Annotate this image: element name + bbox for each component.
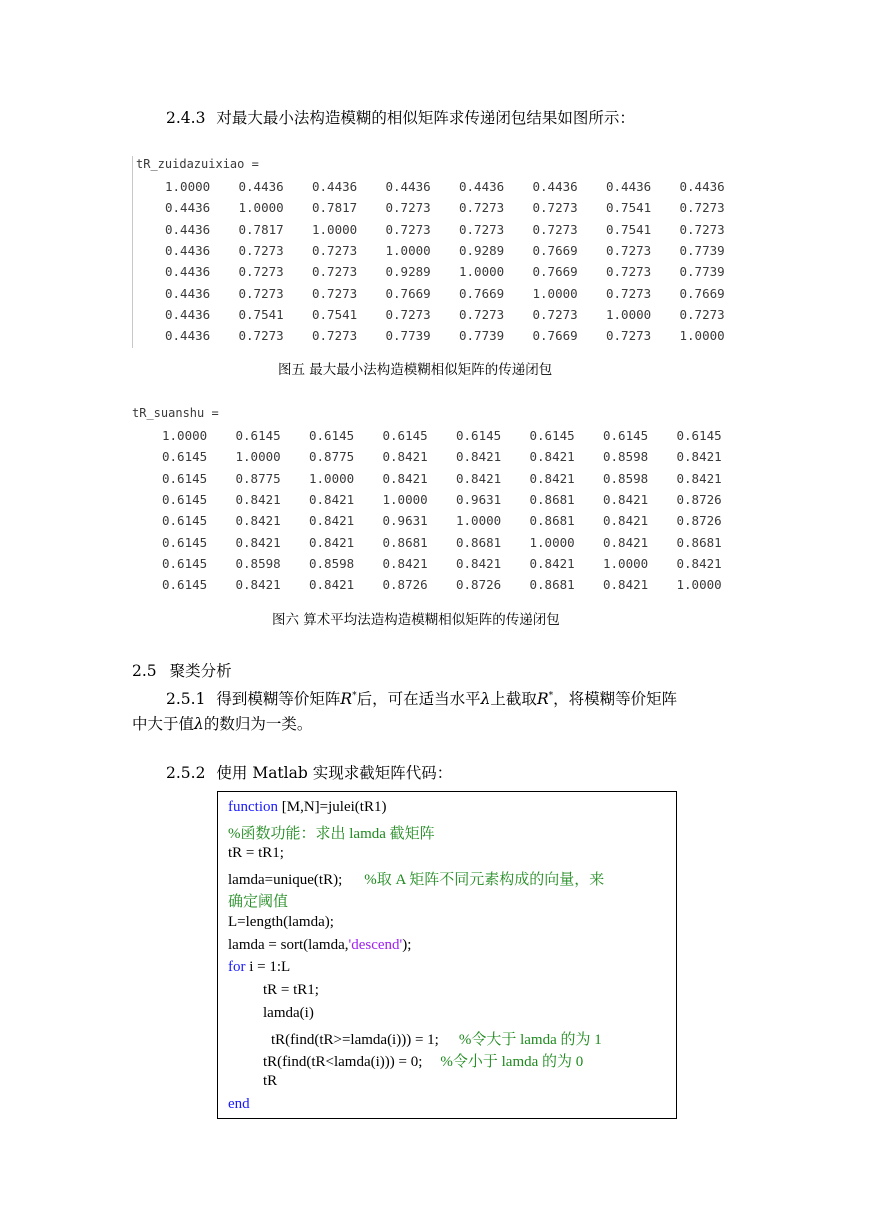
matrix-cell: 0.6145 bbox=[162, 534, 208, 550]
matrix-cell: 0.8421 bbox=[603, 577, 649, 593]
matrix-cell: 0.8726 bbox=[456, 577, 502, 593]
matrix-cell: 0.6145 bbox=[309, 428, 355, 443]
matrix-cell: 0.8421 bbox=[382, 449, 428, 465]
matrix-cell: 0.6145 bbox=[162, 470, 208, 486]
matrix-cell: 0.8421 bbox=[309, 513, 355, 529]
matrix-cell: 0.8421 bbox=[676, 470, 722, 486]
matrix-cell: 0.7669 bbox=[532, 264, 578, 280]
matrix-cell: 0.8421 bbox=[235, 513, 281, 529]
paragraph-text: 后，可在适当水平 bbox=[356, 690, 481, 709]
matrix-cell: 0.8421 bbox=[235, 534, 281, 550]
matrix-cell: 0.7817 bbox=[238, 221, 284, 237]
matrix-cell: 0.9289 bbox=[459, 242, 505, 258]
matrix-cell: 0.7273 bbox=[459, 200, 505, 216]
section-heading-2-5-2 bbox=[166, 761, 452, 783]
matrix-cell: 0.7739 bbox=[459, 328, 505, 344]
matrix-cell: 0.7273 bbox=[312, 328, 358, 344]
matrix-cell: 0.8421 bbox=[603, 491, 649, 507]
matrix-cell: 0.8421 bbox=[676, 449, 722, 465]
matrix-cell: 0.8681 bbox=[456, 534, 502, 550]
matrix-cell: 0.7541 bbox=[606, 221, 652, 237]
code-line-13: tR bbox=[263, 1073, 278, 1089]
code-line-7 bbox=[228, 937, 411, 954]
matrix-cell: 0.7273 bbox=[385, 306, 431, 322]
matrix-cell: 0.7273 bbox=[238, 328, 284, 344]
matrix-variable-name: tR_suanshu = bbox=[132, 406, 219, 420]
section-text: 对最大最小法构造模糊的相似矩阵求传递闭包结果如图所示： bbox=[216, 109, 635, 127]
code-text: tR(find(tR<lamda(i))) = 0; bbox=[263, 1054, 423, 1070]
matrix-cell: 0.4436 bbox=[459, 179, 505, 194]
matrix-cell: 0.7541 bbox=[238, 306, 284, 322]
matrix-cell: 0.6145 bbox=[162, 555, 208, 571]
matrix-cell: 0.8421 bbox=[529, 470, 575, 486]
matrix-cell: 0.6145 bbox=[162, 577, 208, 593]
section-number: 2.5.2 bbox=[166, 764, 206, 782]
matrix-cell: 0.8421 bbox=[382, 555, 428, 571]
matrix-cell: 0.7669 bbox=[532, 242, 578, 258]
matrix-cell: 0.6145 bbox=[603, 428, 649, 443]
matrix-cell: 0.8598 bbox=[603, 449, 649, 465]
matrix-cell: 0.8598 bbox=[235, 555, 281, 571]
code-line-11 bbox=[271, 1028, 602, 1049]
matrix-cell: 1.0000 bbox=[309, 470, 355, 486]
matrix-cell: 1.0000 bbox=[532, 285, 578, 301]
matrix-cell: 1.0000 bbox=[165, 179, 211, 194]
matrix-cell: 0.7273 bbox=[679, 200, 725, 216]
matrix-cell: 1.0000 bbox=[529, 534, 575, 550]
code-text: i = 1:L bbox=[245, 959, 291, 975]
matrix-cell: 0.4436 bbox=[606, 179, 652, 194]
matrix-cell: 0.7273 bbox=[679, 306, 725, 322]
matrix-cell: 0.7273 bbox=[532, 306, 578, 322]
code-line-14: end bbox=[228, 1096, 250, 1112]
code-comment: %取 A 矩阵不同元素构成的向量，来 bbox=[364, 872, 605, 888]
matrix-cell: 0.7739 bbox=[385, 328, 431, 344]
matrix-cell: 0.6145 bbox=[456, 428, 502, 443]
matrix-cell: 0.8681 bbox=[676, 534, 722, 550]
section-heading-2-4-3 bbox=[166, 106, 635, 128]
matrix-cell: 0.4436 bbox=[165, 285, 211, 301]
section-text: 使用 Matlab 实现求截矩阵代码： bbox=[216, 764, 453, 782]
matrix-cell: 0.7273 bbox=[606, 328, 652, 344]
matrix-cell: 0.8726 bbox=[382, 577, 428, 593]
matrix-cell: 0.8726 bbox=[676, 491, 722, 507]
matrix-symbol-r: R bbox=[340, 690, 353, 709]
matrix-cell: 0.8421 bbox=[309, 534, 355, 550]
matrix-cell: 0.8681 bbox=[529, 577, 575, 593]
matrix-cell: 0.6145 bbox=[676, 428, 722, 443]
matrix-cell: 0.6145 bbox=[382, 428, 428, 443]
keyword-function: function bbox=[228, 799, 278, 815]
code-text: tR(find(tR>=lamda(i))) = 1; bbox=[271, 1032, 439, 1048]
matrix-cell: 0.7273 bbox=[606, 285, 652, 301]
code-listing-box bbox=[217, 791, 677, 1119]
matrix-cell: 1.0000 bbox=[235, 449, 281, 465]
matrix-cell: 1.0000 bbox=[162, 428, 208, 443]
matrix-cell: 0.7817 bbox=[312, 200, 358, 216]
matrix-cell: 0.8421 bbox=[456, 449, 502, 465]
matrix-cell: 0.8775 bbox=[235, 470, 281, 486]
section-number: 2.5.1 bbox=[166, 690, 206, 709]
matrix-cell: 0.7739 bbox=[679, 264, 725, 280]
code-line-3: tR = tR1; bbox=[228, 845, 284, 861]
matrix-cell: 1.0000 bbox=[456, 513, 502, 529]
matrix-cell: 0.8421 bbox=[456, 555, 502, 571]
matrix-cell: 0.4436 bbox=[165, 242, 211, 258]
code-text: ); bbox=[402, 937, 412, 953]
matrix-cell: 0.8421 bbox=[603, 534, 649, 550]
matrix-cell: 0.4436 bbox=[385, 179, 431, 194]
matrix-cell: 0.4436 bbox=[679, 179, 725, 194]
matrix-variable-name: tR_zuidazuixiao = bbox=[136, 157, 259, 171]
matrix-cell: 0.7273 bbox=[459, 306, 505, 322]
matrix-cell: 1.0000 bbox=[676, 577, 722, 593]
matrix-cell: 0.7273 bbox=[606, 242, 652, 258]
section-number: 2.5 bbox=[132, 662, 157, 680]
matrix-cell: 0.7273 bbox=[312, 285, 358, 301]
code-line-1 bbox=[228, 799, 386, 816]
matrix-cell: 0.9289 bbox=[385, 264, 431, 280]
matrix-cell: 0.4436 bbox=[165, 200, 211, 216]
matrix-cell: 0.4436 bbox=[165, 221, 211, 237]
matrix-cell: 0.7273 bbox=[532, 221, 578, 237]
matrix-cell: 0.6145 bbox=[162, 491, 208, 507]
matrix-cell: 0.7541 bbox=[606, 200, 652, 216]
matrix-cell: 0.8421 bbox=[456, 470, 502, 486]
matrix-cell: 0.8681 bbox=[382, 534, 428, 550]
matrix-cell: 1.0000 bbox=[603, 555, 649, 571]
superscript-star: * bbox=[352, 691, 357, 701]
matrix-cell: 0.4436 bbox=[165, 264, 211, 280]
matrix-cell: 1.0000 bbox=[312, 221, 358, 237]
matrix-cell: 0.7541 bbox=[312, 306, 358, 322]
figure-caption-5: 图五 最大最小法构造模糊相似矩阵的传递闭包 bbox=[278, 362, 553, 378]
matrix-cell: 0.8726 bbox=[676, 513, 722, 529]
matrix-cell: 0.8421 bbox=[603, 513, 649, 529]
matrix-cell: 0.8775 bbox=[309, 449, 355, 465]
matrix-cell: 1.0000 bbox=[679, 328, 725, 344]
matrix-cell: 0.4436 bbox=[165, 328, 211, 344]
matrix-cell: 0.8681 bbox=[529, 513, 575, 529]
section-title: 聚类分析 bbox=[169, 662, 232, 680]
matrix-cell: 0.7273 bbox=[532, 200, 578, 216]
paragraph-text: 的数归为一类。 bbox=[203, 715, 313, 733]
paragraph-2-5-1-line1 bbox=[166, 683, 677, 713]
figure-caption-6: 图六 算术平均法造构造模糊相似矩阵的传递闭包 bbox=[272, 612, 560, 628]
lambda-symbol: λ bbox=[480, 690, 491, 709]
superscript-star: * bbox=[548, 691, 554, 701]
matrix-cell: 0.8421 bbox=[309, 491, 355, 507]
code-text: [M,N]=julei(tR1) bbox=[278, 799, 387, 815]
matrix-cell: 1.0000 bbox=[385, 242, 431, 258]
matrix-cell: 0.9631 bbox=[382, 513, 428, 529]
code-line-9: tR = tR1; bbox=[263, 982, 319, 998]
matrix-cell: 0.8421 bbox=[382, 470, 428, 486]
matrix-cell: 0.7273 bbox=[238, 264, 284, 280]
paragraph-text: ，将模糊等价矩阵 bbox=[553, 690, 678, 709]
matrix-cell: 0.9631 bbox=[456, 491, 502, 507]
matrix-cell: 0.7739 bbox=[679, 242, 725, 258]
code-line-8 bbox=[228, 959, 290, 976]
matrix-cell: 0.7273 bbox=[312, 242, 358, 258]
matrix-cell: 0.6145 bbox=[162, 513, 208, 529]
matrix-cell: 0.7669 bbox=[532, 328, 578, 344]
paragraph-text: 中大于值 bbox=[132, 715, 195, 733]
matrix-cell: 0.7273 bbox=[679, 221, 725, 237]
code-line-12 bbox=[263, 1050, 583, 1071]
matrix-cell: 1.0000 bbox=[238, 200, 284, 216]
matrix-cell: 0.4436 bbox=[532, 179, 578, 194]
matrix-cell: 0.8421 bbox=[235, 577, 281, 593]
matrix-cell: 0.7273 bbox=[238, 285, 284, 301]
matrix-cell: 0.4436 bbox=[165, 306, 211, 322]
matrix-cell: 1.0000 bbox=[382, 491, 428, 507]
section-heading-2-5 bbox=[132, 659, 232, 681]
matrix-cell: 0.8681 bbox=[529, 491, 575, 507]
matrix-cell: 0.7273 bbox=[606, 264, 652, 280]
code-string: 'descend' bbox=[348, 937, 403, 953]
matrix-cell: 0.6145 bbox=[235, 428, 281, 443]
code-line-4 bbox=[228, 868, 604, 889]
matrix-cell: 0.4436 bbox=[238, 179, 284, 194]
matrix-cell: 0.7273 bbox=[385, 221, 431, 237]
matrix-cell: 0.7273 bbox=[459, 221, 505, 237]
matrix-cell: 0.8598 bbox=[309, 555, 355, 571]
matrix-cell: 0.8421 bbox=[676, 555, 722, 571]
code-text: lamda=unique(tR); bbox=[228, 872, 343, 888]
code-comment: %令小于 lamda 的为 0 bbox=[440, 1054, 584, 1070]
matrix-cell: 0.4436 bbox=[312, 179, 358, 194]
matrix-cell: 0.7669 bbox=[459, 285, 505, 301]
matrix-left-border bbox=[132, 156, 133, 348]
code-line-2: %函数功能：求出 lamda 截矩阵 bbox=[228, 826, 435, 842]
matrix-cell: 0.8421 bbox=[529, 449, 575, 465]
matrix-cell: 0.8421 bbox=[309, 577, 355, 593]
code-line-5: 确定阈值 bbox=[228, 894, 289, 910]
matrix-cell: 0.6145 bbox=[162, 449, 208, 465]
lambda-symbol: λ bbox=[194, 715, 204, 733]
keyword-for: for bbox=[228, 959, 246, 975]
matrix-cell: 0.7669 bbox=[385, 285, 431, 301]
section-number: 2.4.3 bbox=[166, 109, 206, 127]
matrix-cell: 1.0000 bbox=[606, 306, 652, 322]
matrix-cell: 0.8598 bbox=[603, 470, 649, 486]
code-comment: %令大于 lamda 的为 1 bbox=[458, 1032, 602, 1048]
code-line-6: L=length(lamda); bbox=[228, 914, 334, 930]
code-line-10: lamda(i) bbox=[263, 1005, 314, 1021]
paragraph-text: 得到模糊等价矩阵 bbox=[216, 690, 341, 709]
code-text: lamda = sort(lamda, bbox=[228, 937, 349, 953]
matrix-cell: 1.0000 bbox=[459, 264, 505, 280]
matrix-cell: 0.8421 bbox=[529, 555, 575, 571]
matrix-cell: 0.6145 bbox=[529, 428, 575, 443]
matrix-cell: 0.7273 bbox=[385, 200, 431, 216]
matrix-symbol-r: R bbox=[536, 690, 549, 709]
paragraph-text: 上截取 bbox=[490, 690, 537, 709]
paragraph-2-5-1-line2 bbox=[132, 711, 312, 738]
matrix-cell: 0.7273 bbox=[238, 242, 284, 258]
matrix-cell: 0.8421 bbox=[235, 491, 281, 507]
matrix-cell: 0.7273 bbox=[312, 264, 358, 280]
matrix-cell: 0.7669 bbox=[679, 285, 725, 301]
